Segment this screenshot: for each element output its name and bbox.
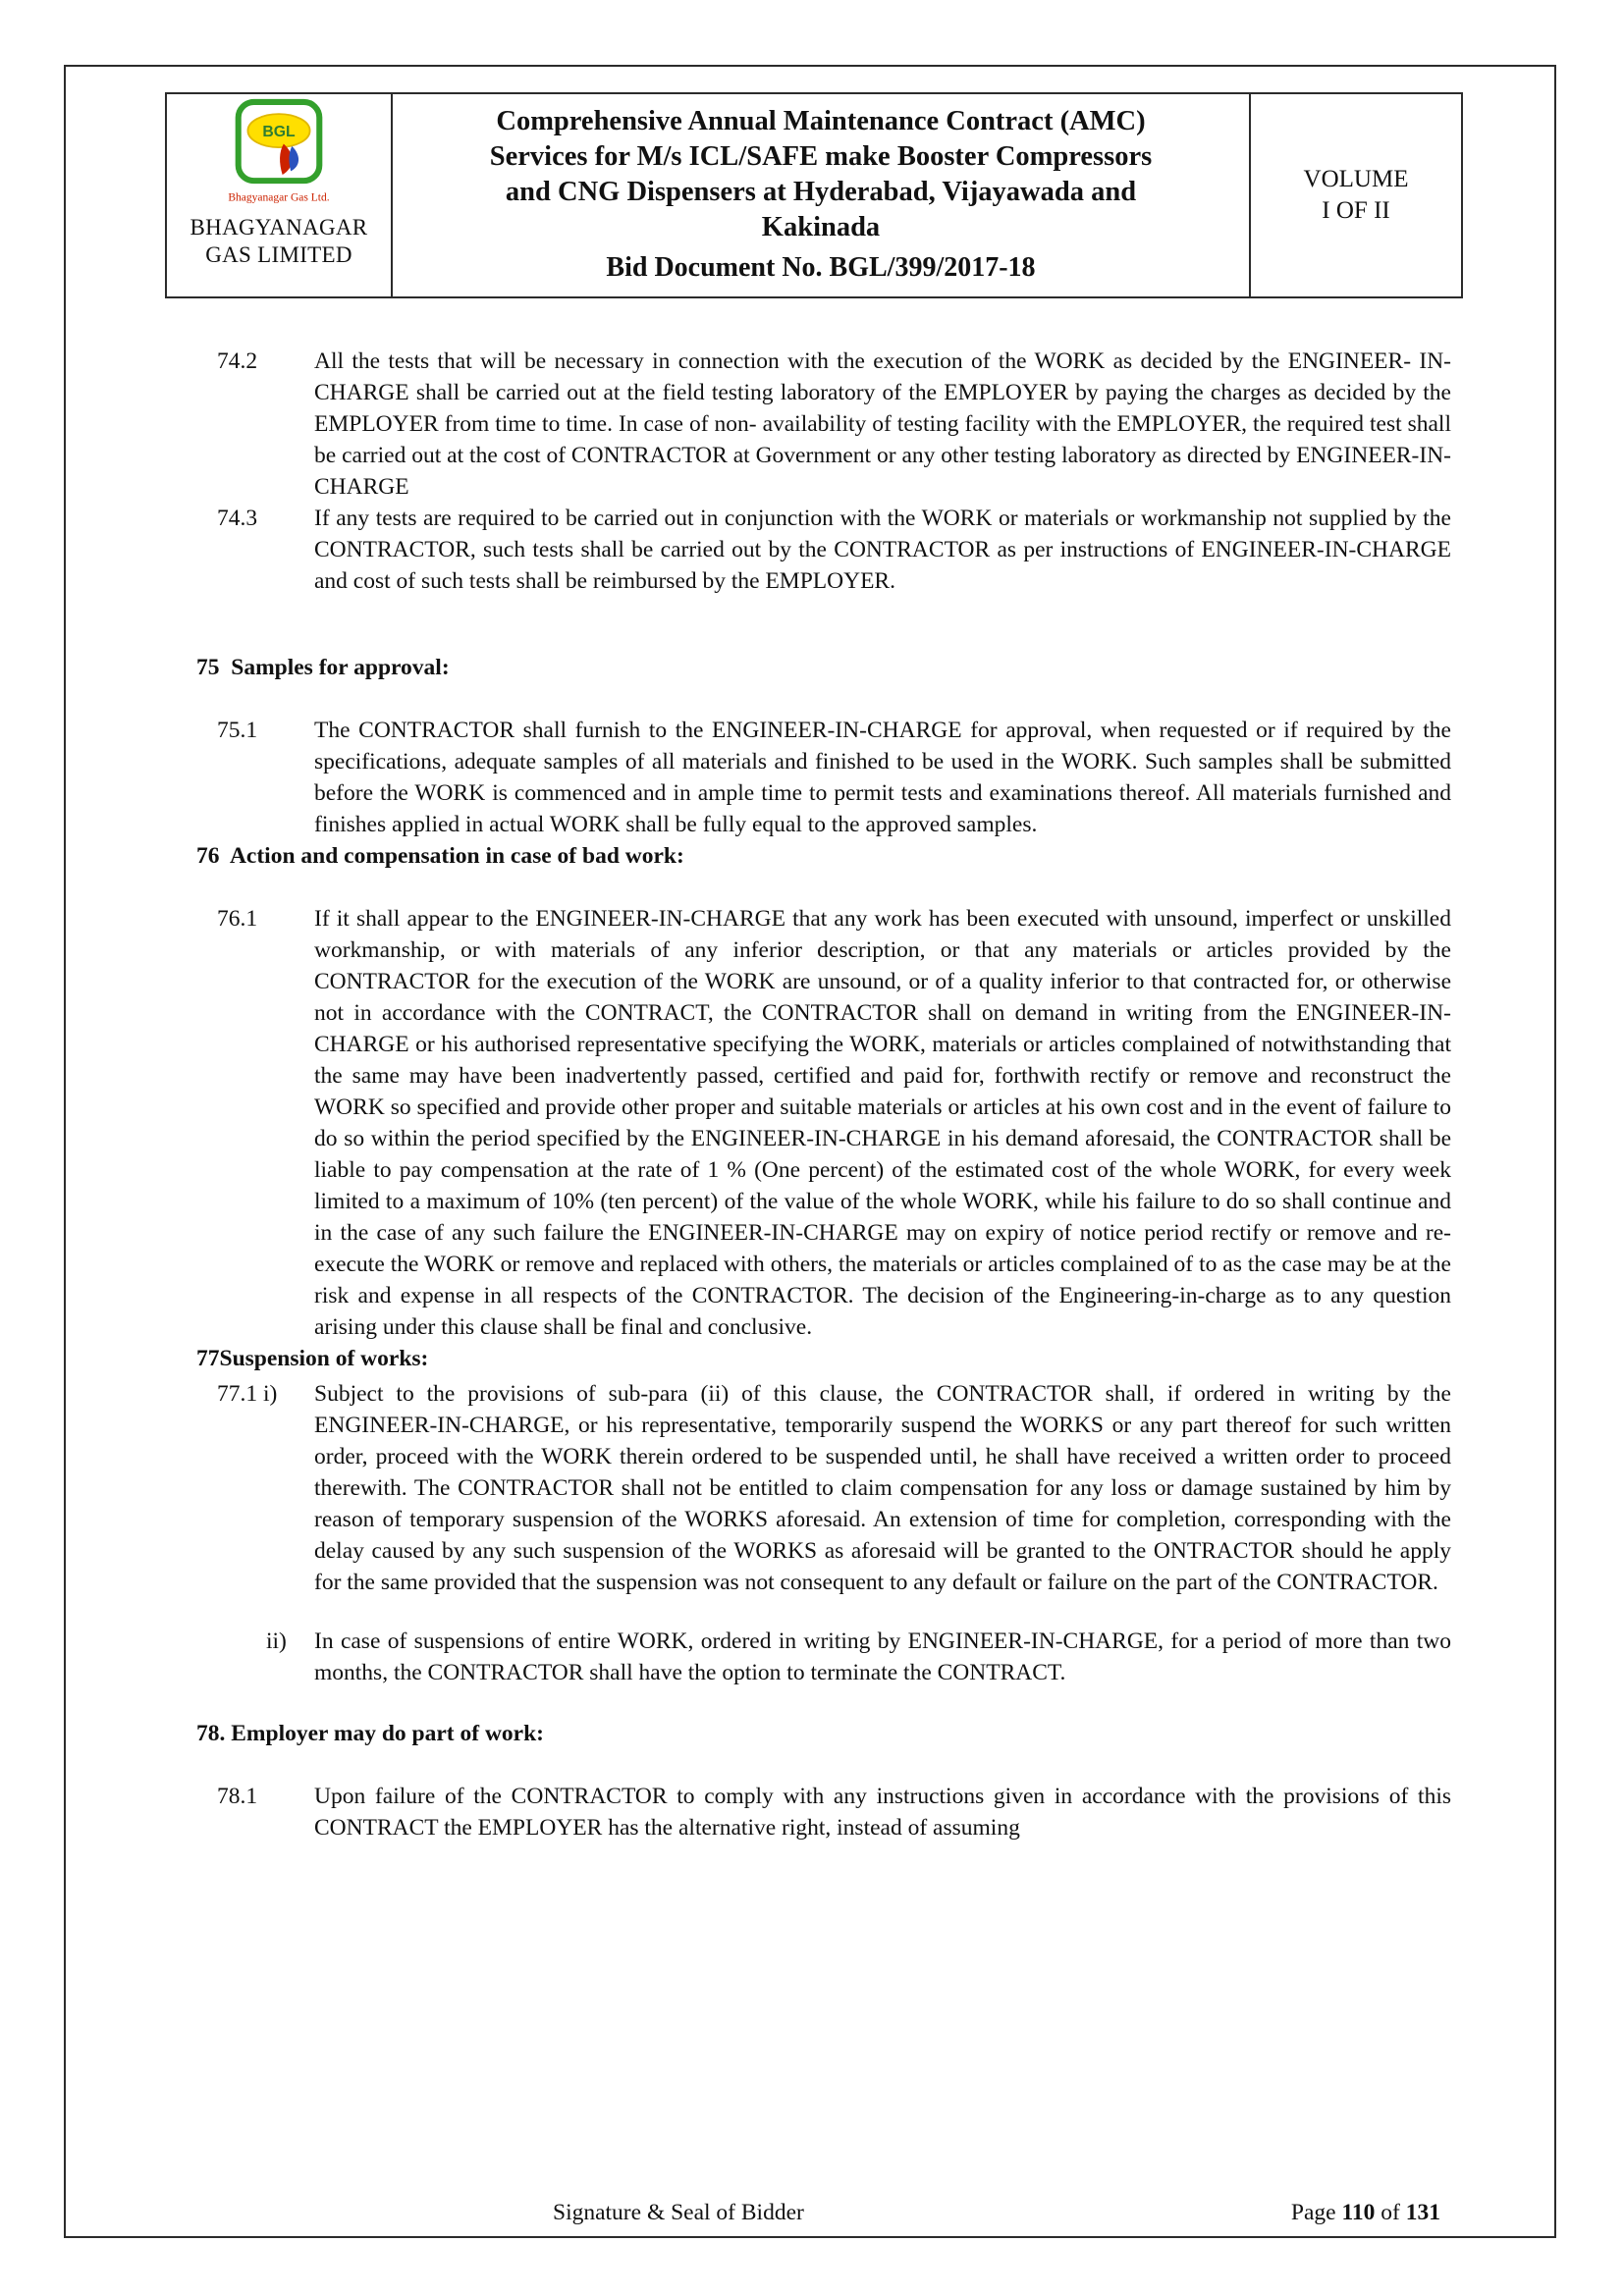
company-name-line1: BHAGYANAGAR: [189, 215, 368, 240]
logo-bgl-text: BGL: [262, 124, 296, 141]
page-footer: [0, 2197, 1624, 2230]
clause-74-2: [217, 346, 1451, 503]
clause-number: 76.1: [217, 906, 258, 932]
clause-text: Subject to the provisions of sub-para (ii) of this clause, the CONTRACTOR shall, if ordered in writing by the ENGINEER-IN-CHARGE, or his representative, temporarily suspend the WORKS or any part thereof for such written order, proceed with the WORK therein ordered to be suspended until, he shall have received a written order to proceed therewith. The CONTRACTOR shall not be entitled to claim compensation for any loss or damage sustained by him by reason of temporary suspension of the WORKS aforesaid. An extension of time for completion, corresponding with the delay caused by any such suspension of the WORKS as aforesaid will be granted to the ONTRACTOR should he apply for the same provided that the suspension was not consequent to any default or failure on the part of the CONTRACTOR.: [314, 1381, 1451, 1595]
title-cell: [393, 94, 1249, 296]
document-header: [165, 92, 1463, 298]
logo-caption: Bhagyanagar Gas Ltd.: [228, 191, 330, 204]
clause-78-1: [217, 1781, 1451, 1843]
page-number: [1291, 2197, 1440, 2228]
section-heading-77: 77Suspension of works:: [196, 1346, 429, 1371]
clause-number: ii): [266, 1629, 287, 1654]
clause-77-1-i: [217, 1378, 1451, 1598]
document-body: [196, 346, 1451, 1843]
clause-number: 75.1: [217, 718, 258, 743]
document-title-line3: and CNG Dispensers at Hyderabad, Vijayawada and: [505, 177, 1137, 207]
page-prefix: Page: [1290, 2200, 1342, 2225]
clause-76-1: [217, 903, 1451, 1343]
section-heading-76: 76 Action and compensation in case of bad work:: [196, 843, 684, 869]
clause-text: All the tests that will be necessary in connection with the execution of the WORK as decided by the ENGINEER- IN-CHARGE shall be carried out at the field testing laboratory of the EMPLOYER by paying the charges as decided by the EMPLOYER from time to time. In case of non- availability of testing facility with the EMPLOYER, the required test shall be carried out at the cost of CONTRACTOR at Government or any other testing laboratory as directed by ENGINEER-IN-CHARGE: [314, 348, 1451, 500]
section-heading-78: 78. Employer may do part of work:: [196, 1721, 545, 1746]
volume-label: [1249, 94, 1461, 296]
page-total: 131: [1405, 2200, 1440, 2225]
volume-line2: I OF II: [1322, 197, 1390, 224]
bgl-logo-icon: [195, 98, 362, 212]
clause-text: The CONTRACTOR shall furnish to the ENGINEER-IN-CHARGE for approval, when requested or if required by the specifications, adequate samples of all materials and finished to be used in the WORK. Such samples shall be submitted before the WORK is commenced and in ample time to permit tests and examinations thereof. All materials furnished and finishes applied in actual WORK shall be fully equal to the approved samples.: [314, 718, 1451, 837]
section-heading-75: 75 Samples for approval:: [196, 655, 450, 680]
clause-74-3: [217, 503, 1451, 597]
volume-line1: VOLUME: [1303, 166, 1409, 192]
clause-text: In case of suspensions of entire WORK, ordered in writing by ENGINEER-IN-CHARGE, for a period of more than two months, the CONTRACTOR shall have the option to terminate the CONTRACT.: [314, 1629, 1451, 1685]
document-title-line2: Services for M/s ICL/SAFE make Booster Compressors: [489, 141, 1153, 172]
document-title-line1: Comprehensive Annual Maintenance Contract (AMC): [496, 106, 1146, 136]
bid-document-number: Bid Document No. BGL/399/2017-18: [606, 252, 1036, 283]
page-current: 110: [1341, 2200, 1376, 2225]
clause-number: 74.2: [217, 348, 258, 374]
clause-number: 77.1 i): [217, 1381, 278, 1407]
logo-cell: [167, 94, 393, 296]
signature-seal-label: Signature & Seal of Bidder: [553, 2200, 804, 2225]
clause-number: 74.3: [217, 506, 258, 531]
document-title-line4: Kakinada: [761, 212, 881, 242]
clause-77-1-ii: [217, 1626, 1451, 1688]
clause-number: 78.1: [217, 1784, 258, 1809]
clause-75-1: [217, 715, 1451, 840]
company-name-line2: GAS LIMITED: [205, 242, 352, 267]
company-name: [190, 214, 368, 269]
clause-text: Upon failure of the CONTRACTOR to comply with any instructions given in accordance with the provisions of this CONTRACT the EMPLOYER has the alternative right, instead of assuming: [314, 1784, 1451, 1841]
document-title: [418, 104, 1223, 245]
clause-text: If any tests are required to be carried out in conjunction with the WORK or materials or workmanship not supplied by the CONTRACTOR, such tests shall be carried out by the CONTRACTOR as per instructions of ENGINEER-IN-CHARGE and cost of such tests shall be reimbursed by the EMPLOYER.: [314, 506, 1451, 594]
page-of: of: [1375, 2200, 1406, 2225]
clause-text: If it shall appear to the ENGINEER-IN-CHARGE that any work has been executed with unsound, imperfect or unskilled workmanship, or with materials of any inferior description, or that any materials or articles provided by the CONTRACTOR for the execution of the WORK are unsound, or of a quality inferior to that contracted for, or otherwise not in accordance with the CONTRACT, the CONTRACTOR shall on demand in writing from the ENGINEER-IN-CHARGE or his authorised representative specifying the WORK, materials or articles complained of notwithstanding that the same may have been inadvertently passed, certified and paid for, forthwith rectify or remove and reconstruct the WORK so specified and provide other proper and suitable materials or articles at his own cost and in the event of failure to do so within the period specified by the ENGINEER-IN-CHARGE in his demand aforesaid, the CONTRACTOR shall be liable to pay compensation at the rate of 1 % (One percent) of the estimated cost of the whole WORK, for every week limited to a maximum of 10% (ten percent) of the value of the whole WORK, while his failure to do so shall continue and in the case of any such failure the ENGINEER-IN-CHARGE may on expiry of notice period rectify or remove and re-execute the WORK or remove and replaced with others, the materials or articles complained of to as the case may be at the risk and expense in all respects of the CONTRACTOR. The decision of the Engineering-in-charge as to any question arising under this clause shall be final and conclusive.: [314, 906, 1451, 1340]
